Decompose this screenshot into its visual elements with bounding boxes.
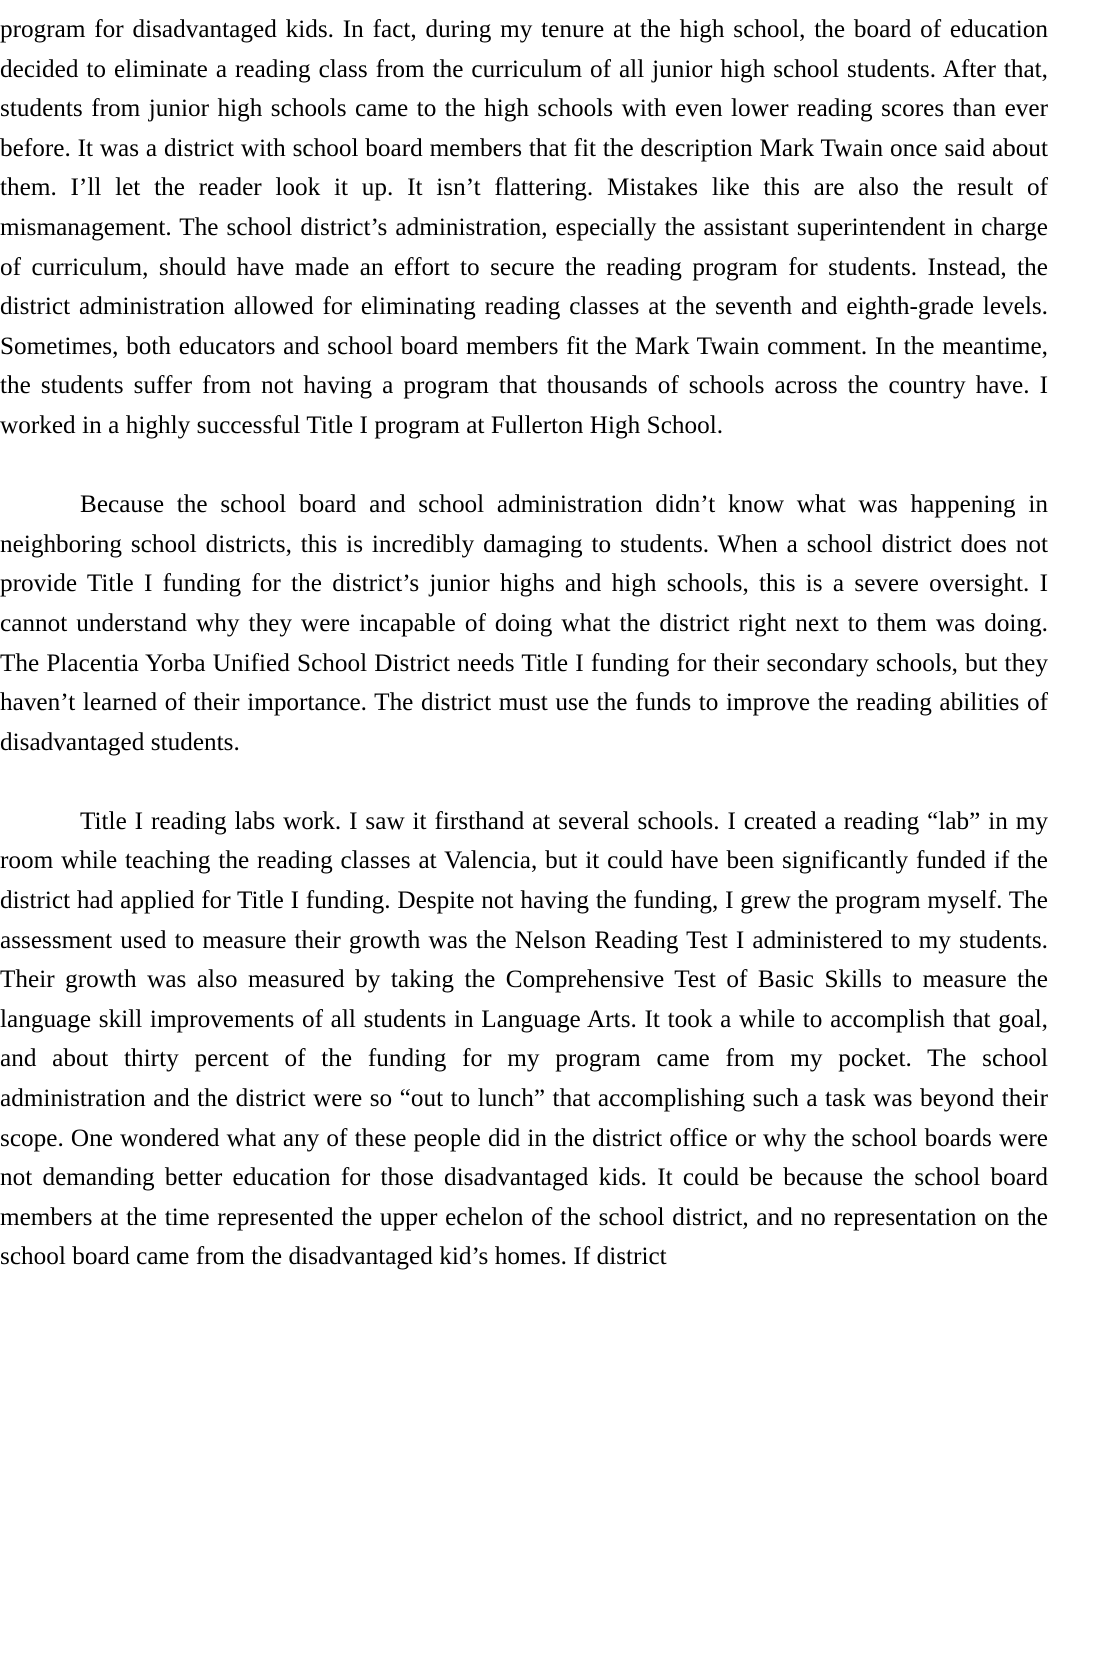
paragraph-2: Because the school board and school administration didn’t know what was happening in neighboring school districts, this is incredibly damaging to students. When a school district does not provide Title I funding for the district’s junior highs and high schools, this is a severe oversight. I cannot understand why they were incapable of doing what the district right next to them was doing. The Placentia Yorba Unified School District needs Title I funding for their secondary schools, but they haven’t learned of their importance. The district must use the funds to improve the reading abilities of disadvantaged students. <box>0 491 1048 756</box>
paragraph-1: program for disadvantaged kids. In fact, during my tenure at the high school, the board of education decided to eliminate a reading class from the curriculum of all junior high school students. After that, students from junior high schools came to the high schools with even lower reading scores than ever before. It was a district with school board members that fit the description Mark Twain once said about them. I’ll let the reader look it up. It isn’t flattering. Mistakes like this are also the result of mismanagement. The school district’s administration, especially the assistant superintendent in charge of curriculum, should have made an effort to secure the reading program for students. Instead, the district administration allowed for eliminating reading classes at the seventh and eighth-grade levels. Sometimes, both educators and school board members fit the Mark Twain comment. In the meantime, the students suffer from not having a program that thousands of schools across the country have. I worked in a highly successful Title I program at Fullerton High School. <box>0 16 1048 439</box>
paragraph-3: Title I reading labs work. I saw it firsthand at several schools. I created a reading “lab” in my room while teaching the reading classes at Valencia, but it could have been significantly funded if the district had applied for Title I funding. Despite not having the funding, I grew the program myself. The assessment used to measure their growth was the Nelson Reading Test I administered to my students. Their growth was also measured by taking the Comprehensive Test of Basic Skills to measure the language skill improvements of all students in Language Arts. It took a while to accomplish that goal, and about thirty percent of the funding for my program came from my pocket. The school administration and the district were so “out to lunch” that accomplishing such a task was beyond their scope. One wondered what any of these people did in the district office or why the school boards were not demanding better education for those disadvantaged kids. It could be because the school board members at the time represented the upper echelon of the school district, and no representation on the school board came from the disadvantaged kid’s homes. If district <box>0 807 1048 1271</box>
